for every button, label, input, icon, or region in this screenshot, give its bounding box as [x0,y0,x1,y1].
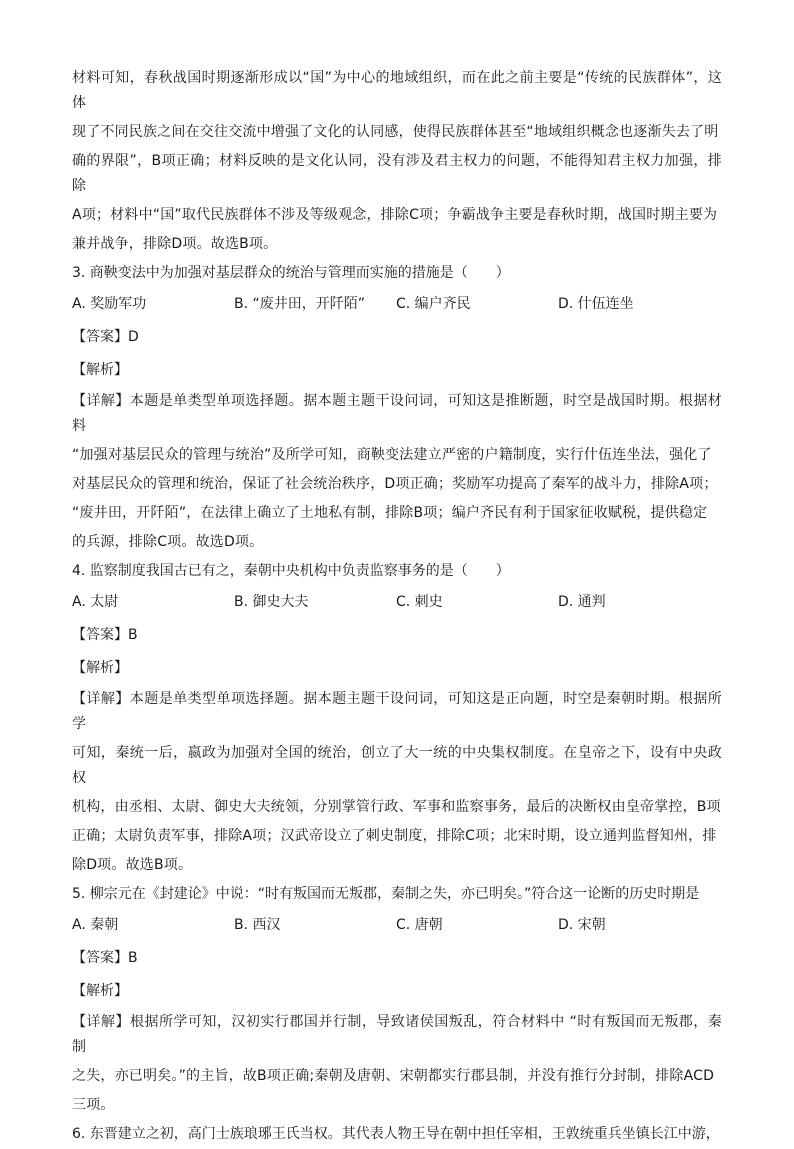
text-line: 【详解】本题是单类型单项选择题。据本题主题干设问词，可知这是正向题，时空是秦朝时期。根据所学 [72,691,722,732]
question-stem: 6. 东晋建立之初，高门士族琅琊王氏当权。其代表人物王导在朝中担任宰相，王敦统重兵坐镇长江中游， [72,1126,720,1142]
question-4 [72,557,722,880]
text-line: 兼并战争，排除D项。故选B项。 [72,236,278,252]
text-line: 【详解】根据所学可知，汉初实行郡国并行制，导致诸侯国叛乱，符合材料中 “时有叛国而无叛郡，秦制 [72,1014,722,1055]
option-d: D. 通判 [558,594,606,610]
answer-label: 【答案】D [72,329,139,345]
text-line: “加强对基层民众的管理与统治”及所学可知，商鞅变法建立严密的户籍制度，实行什伍连坐法，强化了 [72,447,712,463]
text-line: 正确；太尉负责军事，排除A项；汉武帝设立了刺史制度，排除C项；北宋时期，设立通判监督知州，排 [72,828,717,844]
analysis-label: 【解析】 [72,362,128,378]
text-line: “废井田，开阡陌”，在法律上确立了土地私有制，排除B项；编户齐民有利于国家征收赋税，提供稳定 [72,505,708,521]
option-row [72,586,722,619]
option-row [72,288,722,321]
analysis-label: 【解析】 [72,983,128,999]
option-a: A. 奖励军功 [72,296,147,312]
text-line: 可知，秦统一后，嬴政为加强对全国的统治，创立了大一统的中央集权制度。在皇帝之下，设有中央政权 [72,745,722,786]
question-stem: 4. 监察制度我国古已有之，秦朝中央机构中负责监察事务的是（ ） [72,563,510,579]
question-stem: 3. 商鞅变法中为加强对基层群众的统治与管理而实施的措施是（ ） [72,265,510,281]
question-3 [72,259,722,557]
text-line: 机构，由丞相、太尉、御史大夫统领，分别掌管行政、军事和监察事务，最后的决断权由皇帝掌控，B项 [72,799,721,815]
text-line: 三项。 [72,1097,115,1113]
analysis-label: 【解析】 [72,660,128,676]
text-line: 确的界限”，B项正确；材料反映的是文化认同，没有涉及君主权力的问题，不能得知君主权力加强，排除 [72,153,722,194]
text-line: 除D项。故选B项。 [72,857,193,873]
option-c: C. 唐朝 [396,917,443,933]
text-line: 对基层民众的管理和统治，保证了社会统治秩序，D项正确；奖励军功提高了秦军的战斗力，排除A项； [72,476,718,492]
q2-explanation-tail [72,64,722,259]
text-line: 的兵源，排除C项。故选D项。 [72,534,264,550]
answer-label: 【答案】B [72,627,138,643]
option-d: D. 宋朝 [558,917,606,933]
text-line: 现了不同民族之间在交往交流中增强了文化的认同感，使得民族群体甚至“地域组织概念也逐渐失去了明 [72,124,719,140]
option-b: B. 御史大夫 [234,594,309,610]
question-6 [72,1120,722,1149]
option-row [72,909,722,942]
text-line: 之失，亦已明矣。”的主旨，故B项正确;秦朝及唐朝、宋朝都实行郡县制，并没有推行分封制，排除ACD [72,1068,715,1084]
option-c: C. 编户齐民 [396,296,471,312]
document-page [72,64,722,1149]
text-line: 【详解】本题是单类型单项选择题。据本题主题干设问词，可知这是推断题，时空是战国时期。根据材料 [72,393,722,434]
question-5 [72,880,722,1120]
option-c: C. 刺史 [396,594,443,610]
answer-label: 【答案】B [72,950,138,966]
option-b: B. 西汉 [234,917,281,933]
option-d: D. 什伍连坐 [558,296,634,312]
question-stem: 5. 柳宗元在《封建论》中说：“时有叛国而无叛郡，秦制之失，亦已明矣。”符合这一论断的历史时期是 [72,886,700,902]
option-a: A. 太尉 [72,594,119,610]
text-line: A项；材料中“国”取代民族群体不涉及等级观念，排除C项；争霸战争主要是春秋时期，战国时期主要为 [72,207,718,223]
option-a: A. 秦朝 [72,917,119,933]
option-b: B. “废井田，开阡陌” [234,296,366,312]
text-line: 材料可知，春秋战国时期逐渐形成以“国”为中心的地域组织，而在此之前主要是“传统的民族群体”，这体 [72,70,722,111]
